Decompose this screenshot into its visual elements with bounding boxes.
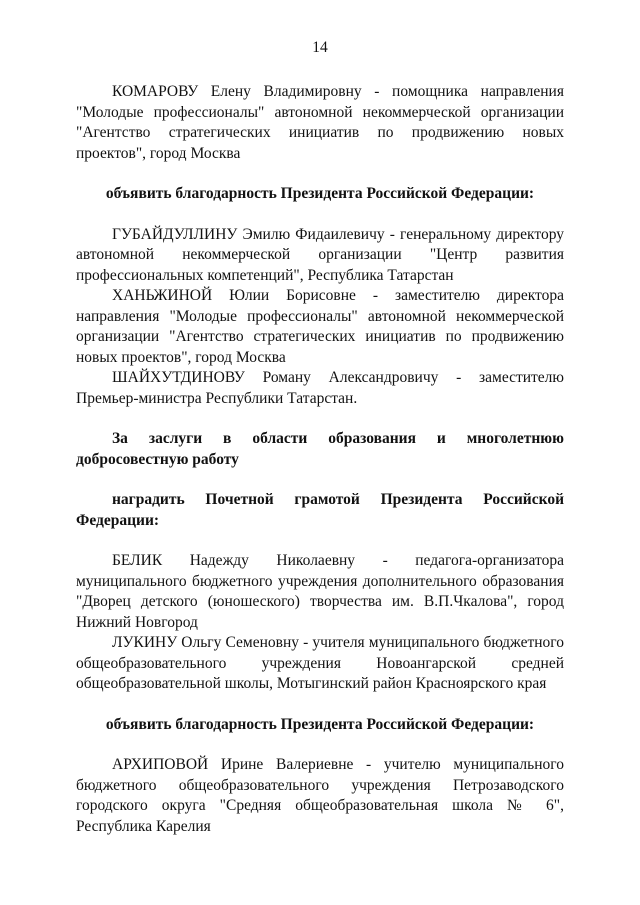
document-body [76, 82, 564, 837]
section-heading: наградить Почетной грамотой Президента Российской Федерации: [76, 491, 564, 529]
award-entry: ГУБАЙДУЛЛИНУ Эмилю Фидаилевичу - генеральному директору автономной некоммерческой организации "Центр развития профессиональных компетенций", Республика Татарстан [76, 225, 564, 284]
award-entry: АРХИПОВОЙ Ирине Валериевне - учителю муниципального бюджетного общеобразовательного учреждения Петрозаводского городского округа "Средняя общеобразовательная школа № 6", Республика Карелия [76, 756, 564, 835]
section-heading: За заслуги в области образования и многолетнюю добросовестную работу [76, 430, 564, 468]
award-entry: БЕЛИК Надежду Николаевну - педагога-организатора муниципального бюджетного учреждения дополнительного образования "Дворец детского (юношеского) творчества им. В.П.Чкалова", город Нижний Новгород [76, 552, 564, 631]
page-number: 14 [312, 39, 328, 56]
award-entry: ШАЙХУТДИНОВУ Роману Александровичу - заместителю Премьер-министра Республики Татарстан. [76, 369, 564, 407]
award-entry: КОМАРОВУ Елену Владимировну - помощника направления "Молодые профессионалы" автономной некоммерческой организации "Агентство стратегических инициатив по продвижению новых проектов", город Москва [76, 83, 564, 162]
award-entry: ХАНЬЖИНОЙ Юлии Борисовне - заместителю директора направления "Молодые профессионалы" автономной некоммерческой организации "Агентство стратегических инициатив по продвижению новых проектов", город Москва [76, 287, 564, 366]
award-entry: ЛУКИНУ Ольгу Семеновну - учителя муниципального бюджетного общеобразовательного учреждения Новоангарской средней общеобразовательной школы, Мотыгинский район Красноярского края [76, 634, 564, 692]
section-heading: объявить благодарность Президента Российской Федерации: [105, 715, 535, 733]
section-heading: объявить благодарность Президента Российской Федерации: [105, 185, 535, 202]
